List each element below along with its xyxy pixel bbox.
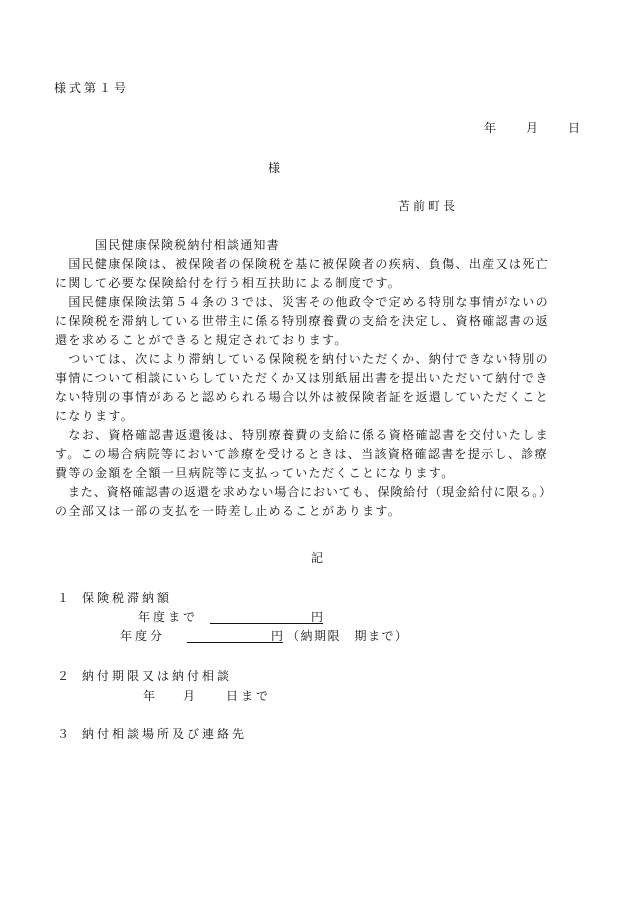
paragraph-line: ない特別の事情があると認められる場合以外は被保険者証を返還していただくこと xyxy=(55,390,549,404)
yen-unit: 円 xyxy=(310,610,323,624)
paragraph-line: また、資格確認書の返還を求めない場合においても、保険給付（現金給付に限る。） xyxy=(55,485,553,499)
arrears-until-label: 年度まで xyxy=(138,610,199,624)
paragraph-line: に関して必要な保険給付を行う相互扶助による制度です。 xyxy=(55,276,402,290)
paragraph-line: 国民健康保険法第５４条の３では、災害その他政令で定める特別な事情がないの xyxy=(55,295,549,309)
item-label: 納付相談場所及び連絡先 xyxy=(82,727,248,741)
ki-heading: 記 xyxy=(311,551,324,565)
item-number: １ xyxy=(57,591,70,605)
paragraph-line: 事情について相談にいらしていただくか又は別紙届出書を提出いただいて納付でき xyxy=(55,371,549,385)
paragraph-line: す。この場合病院等において診療を受けるときは、当該資格確認書を提示し、診療 xyxy=(55,447,548,461)
sender: 苫前町長 xyxy=(398,199,459,213)
document-title: 国民健康保険税納付相談通知書 xyxy=(95,238,280,252)
form-label: 様式第１号 xyxy=(54,81,130,95)
arrears-until-amount-field[interactable] xyxy=(210,609,323,624)
arrears-year-label: 年度分 xyxy=(120,629,166,643)
date-year: 年 xyxy=(484,121,497,135)
paragraph-line: に保険税を滞納している世帯主に係る特別療養費の支給を決定し、資格確認書の返 xyxy=(55,314,549,328)
arrears-year-amount-field[interactable] xyxy=(187,628,283,643)
paragraph-line: 還を求めることができると規定されております。 xyxy=(55,333,348,347)
item-number: ２ xyxy=(57,669,70,683)
due-date-note: （納期限 期まで） xyxy=(287,629,409,643)
date-day: 日 xyxy=(568,121,581,135)
addressee-suffix: 様 xyxy=(268,161,281,175)
item-label: 保険税滞納額 xyxy=(82,591,173,605)
deadline-month: 月 xyxy=(183,689,196,703)
paragraph-line: なお、資格確認書返還後は、特別療養費の支給に係る資格確認書を交付いたしま xyxy=(55,428,549,442)
date-month: 月 xyxy=(526,121,539,135)
paragraph-line: 国民健康保険は、被保険者の保険税を基に被保険者の疾病、負傷、出産又は死亡 xyxy=(55,257,549,271)
paragraph-line: になります。 xyxy=(55,409,135,423)
paragraph-line: 費等の金額を全額一旦病院等に支払っていただくことになります。 xyxy=(55,466,455,480)
yen-unit: 円 xyxy=(270,629,283,643)
deadline-year: 年 xyxy=(143,689,156,703)
paragraph-line: の全部又は一部の支払を一時差し止めることがあります。 xyxy=(55,504,402,518)
item-label: 納付期限又は納付相談 xyxy=(82,669,233,683)
deadline-day-until: 日まで xyxy=(226,689,272,703)
paragraph-line: ついては、次により滞納している保険税を納付いただくか、納付できない特別の xyxy=(55,352,549,366)
item-number: ３ xyxy=(57,727,70,741)
